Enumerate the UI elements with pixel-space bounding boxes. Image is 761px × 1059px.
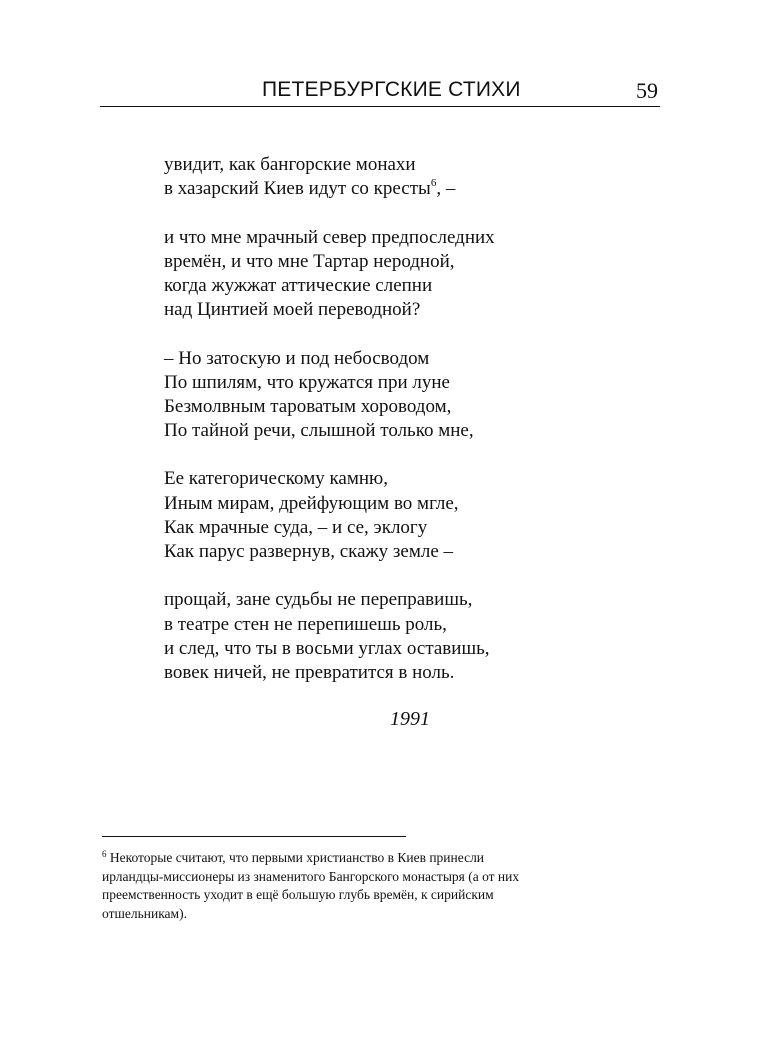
poem-line-text: в хазарский Киев идут со кресты	[164, 178, 431, 200]
poem-line: Ее категорическому камню,	[164, 468, 388, 490]
stanza-1	[164, 153, 495, 201]
stanza-4	[164, 467, 495, 564]
stanza-3	[164, 347, 495, 444]
footnote-reference: 6	[430, 177, 437, 190]
footnote-line	[102, 849, 642, 868]
footnote-line: ирландцы-миссионеры из знаменитого Бангорского монастыря (а от них	[102, 868, 520, 884]
footnote-mark: 6	[102, 849, 107, 859]
stanza-5	[164, 588, 495, 685]
poem-line: и след, что ты в восьми углах оставишь,	[164, 637, 490, 659]
poem-line: вовек ничей, не превратится в ноль.	[164, 661, 455, 683]
poem-line: Безмолвным тароватым хороводом,	[164, 395, 452, 417]
poem-line: Как парус развернув, скажу земле –	[164, 541, 454, 562]
footnote-line: преемственность уходит в ещё большую глубь времён, к сирийским	[102, 887, 494, 902]
poem-date: 1991	[390, 708, 430, 730]
poem-line: увидит, как бангорские монахи	[164, 154, 416, 175]
footnote-divider	[102, 836, 406, 837]
poem-body	[164, 153, 495, 685]
poem-line	[164, 177, 495, 201]
poem-line: когда жужжат аттические слепни	[164, 274, 433, 296]
poem-line: Как мрачные суда, – и се, эклогу	[164, 516, 428, 538]
poem-line: над Цинтией моей переводной?	[164, 299, 421, 321]
page-number: 59	[636, 78, 658, 103]
footnote-text: Некоторые считают, что первыми христианство в Киев принесли	[106, 850, 485, 865]
poem-line-tail: , –	[436, 178, 456, 200]
poem-line: и что мне мрачный север предпоследних	[164, 226, 495, 248]
footnote	[102, 849, 642, 923]
stanza-2	[164, 226, 495, 323]
poem-line: в театре стен не перепишешь роль,	[164, 613, 447, 635]
poem-line: По шпилям, что кружатся при луне	[164, 371, 450, 393]
footnote-line: отшельникам).	[102, 905, 187, 921]
running-header	[100, 78, 660, 107]
poem-line: Иным мирам, дрейфующим во мгле,	[164, 492, 459, 514]
running-header-title: ПЕТЕРБУРГСКИЕ СТИХИ	[262, 78, 521, 101]
poem-line: – Но затоскую и под небосводом	[164, 347, 430, 369]
poem-line: По тайной речи, слышной только мне,	[164, 420, 474, 442]
poem-line: времён, и что мне Тартар неродной,	[164, 250, 455, 272]
poem-line: прощай, зане судьбы не переправишь,	[164, 589, 473, 611]
